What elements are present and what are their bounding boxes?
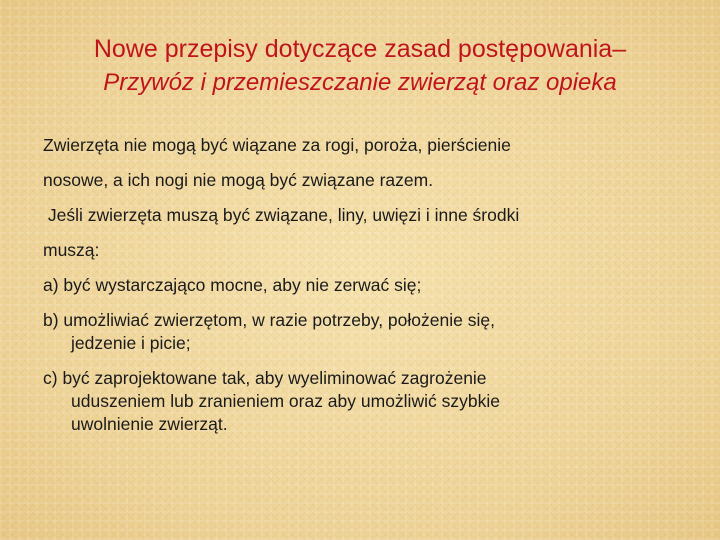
list-item-b-line-2: jedzenie i picie; [71,333,191,353]
list-item-c-line-2: uduszeniem lub zranieniem oraz aby umożliwić szybkie [71,391,500,411]
list-item-c [43,367,703,436]
list-item-b-line-1: b) umożliwiać zwierzętom, w razie potrzeby, położenie się, [43,310,495,330]
slide-body [43,134,703,444]
paragraph-line: muszą: [43,240,100,260]
list-item-b [43,309,703,355]
list-item-c-line-1: c) być zaprojektowane tak, aby wyeliminować zagrożenie [43,368,487,388]
list-item-c-line-3: uwolnienie zwierząt. [71,414,228,434]
title-line-2-subtitle: Przywóz i przemieszczanie zwierząt oraz opieka [103,69,617,96]
slide-title [20,32,700,100]
paragraph-line: Jeśli zwierzęta muszą być związane, liny, uwięzi i inne środki [43,205,520,225]
paragraph-line: Zwierzęta nie mogą być wiązane za rogi, poroża, pierścienie [43,135,511,155]
list-item-a: a) być wystarczająco mocne, aby nie zerwać się; [43,275,422,295]
paragraph-line: nosowe, a ich nogi nie mogą być związane razem. [43,170,434,190]
title-line-1: Nowe przepisy dotyczące zasad postępowania– [93,35,627,63]
